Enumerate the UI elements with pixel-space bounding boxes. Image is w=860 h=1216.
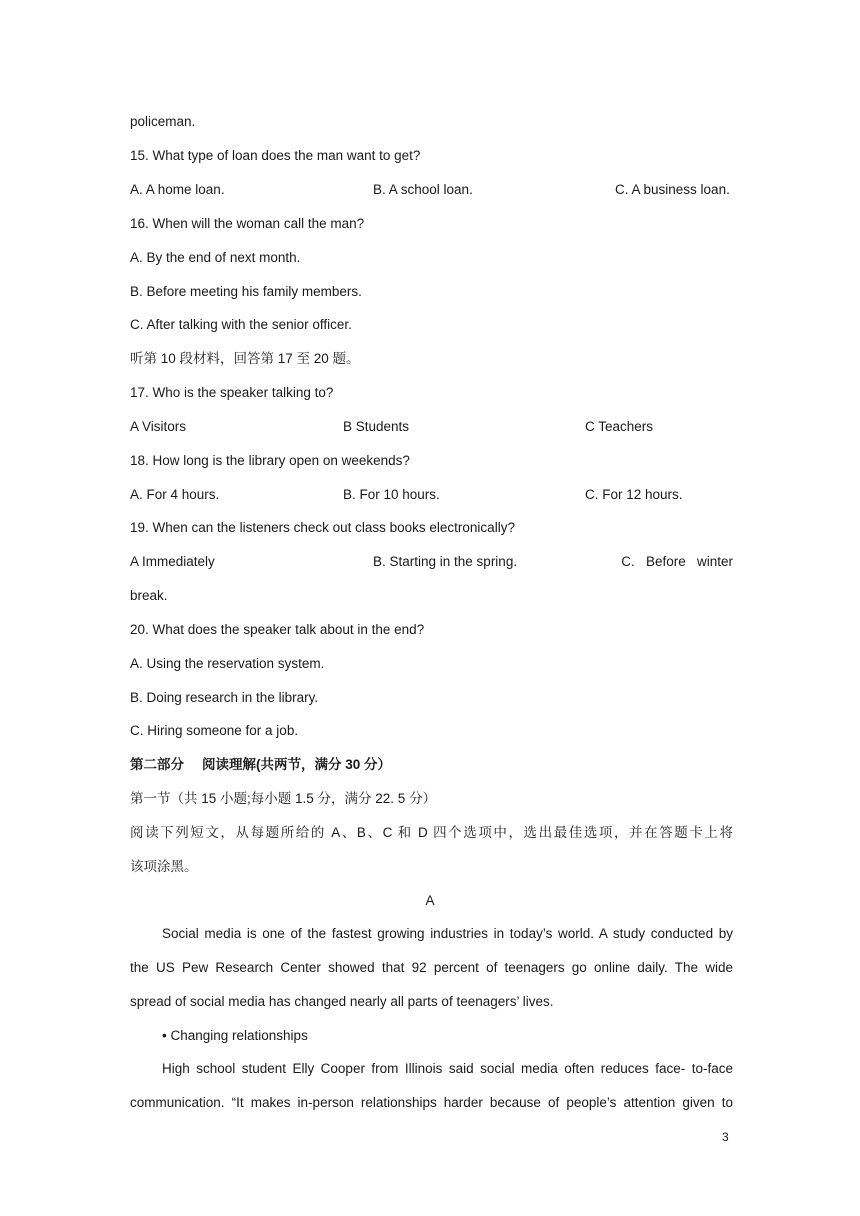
option-15b: B. A school loan. [373, 182, 473, 197]
option-20c: C. Hiring someone for a job. [130, 723, 299, 738]
question-19: 19. When can the listeners check out class books electronically? [130, 520, 515, 535]
option-20a: A. Using the reservation system. [130, 656, 325, 671]
option-16b: B. Before meeting his family members. [130, 284, 362, 299]
option-19c-continuation: break. [130, 588, 168, 603]
option-17a: A Visitors [130, 419, 187, 434]
option-16a: A. By the end of next month. [130, 250, 301, 265]
text-line: policeman. [130, 114, 196, 129]
part-heading-title: 阅读理解(共两节，满分 30 分） [202, 757, 392, 772]
option-19c: C. Before winter [621, 554, 733, 569]
paragraph-2-line-2: communication. “It makes in-person relationships harder because of people’s attention given to [130, 1095, 733, 1110]
question-15: 15. What type of loan does the man want to get? [130, 148, 421, 163]
question-17: 17. Who is the speaker talking to? [130, 385, 334, 400]
option-18b: B. For 10 hours. [343, 487, 440, 502]
section-heading: 第一节（共 15 小题;每小题 1.5 分，满分 22. 5 分） [130, 791, 437, 806]
option-15c: C. A business loan. [615, 182, 730, 197]
option-20b: B. Doing research in the library. [130, 690, 319, 705]
paragraph-1-line-2: the US Pew Research Center showed that 92 percent of teenagers go online daily. The wide [130, 960, 733, 975]
option-17b: B Students [343, 419, 410, 434]
option-19a: A Immediately [130, 554, 215, 569]
part-heading-number: 第二部分 [130, 757, 184, 772]
option-16c: C. After talking with the senior officer. [130, 317, 352, 332]
option-17c: C Teachers [585, 419, 654, 434]
passage-label: A [425, 893, 435, 908]
question-20: 20. What does the speaker talk about in the end? [130, 622, 425, 637]
paragraph-1-line-1: Social media is one of the fastest growing industries in today’s world. A study conducted by [162, 926, 733, 941]
bullet-heading: • Changing relationships [162, 1028, 308, 1043]
question-16: 16. When will the woman call the man? [130, 216, 365, 231]
option-18c: C. For 12 hours. [585, 487, 683, 502]
page-number: 3 [722, 1130, 729, 1144]
option-18a: A. For 4 hours. [130, 487, 220, 502]
question-18: 18. How long is the library open on weekends? [130, 453, 410, 468]
paragraph-1-line-3: spread of social media has changed nearly all parts of teenagers’ lives. [130, 994, 554, 1009]
option-19b: B. Starting in the spring. [373, 554, 518, 569]
part-heading [130, 756, 391, 774]
section-instruction: 听第 10 段材料，回答第 17 至 20 题。 [130, 351, 360, 366]
paragraph-2-line-1: High school student Elly Cooper from Illinois said social media often reduces face- to-face [162, 1061, 733, 1076]
instruction-line-2: 该项涂黑。 [130, 859, 198, 874]
instruction-line-1: 阅读下列短文，从每题所给的 A、B、C 和 D 四个选项中，选出最佳选项，并在答题卡上将 [130, 825, 733, 840]
option-15a: A. A home loan. [130, 182, 225, 197]
